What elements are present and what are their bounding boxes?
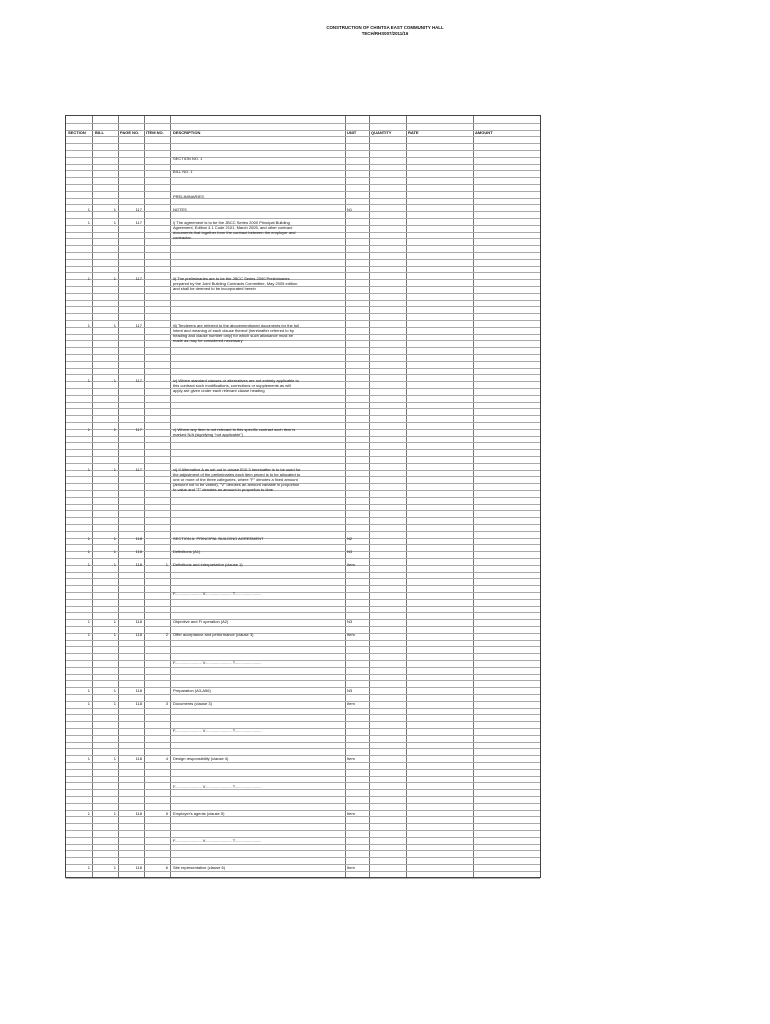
row-divider (66, 130, 540, 131)
project-title: CONSTRUCTION OF CHINTSA EAST COMMUNITY HALL (326, 25, 444, 30)
row-divider (66, 191, 540, 192)
section-cell: 1 (87, 220, 90, 225)
unit-cell: N1 (347, 207, 353, 212)
section-cell: 1 (87, 323, 90, 328)
row-divider (66, 442, 540, 443)
bill-cell: 1 (113, 549, 116, 554)
description-cell: Documents (clause 3) (173, 701, 212, 706)
bill-cell: 1 (113, 865, 116, 870)
row-divider (66, 238, 540, 239)
item-no-cell: 6 (165, 865, 168, 870)
row-divider (66, 266, 540, 267)
column-header-quantity: QUANTITY (371, 130, 392, 135)
section-cell: 1 (87, 688, 90, 693)
row-divider (66, 204, 540, 205)
row-divider (66, 123, 540, 124)
bill-cell: 1 (113, 220, 116, 225)
description-cell: Preparation (A3-A56) (173, 688, 211, 693)
bill-cell: 1 (113, 378, 116, 383)
fvt-allocation-line: F........................ V........................ T........................ (173, 784, 262, 789)
description-cell: PRELIMINARIES (173, 194, 204, 199)
row-divider (66, 252, 540, 253)
row-divider (66, 769, 540, 770)
row-divider (66, 803, 540, 804)
bill-cell: 1 (113, 619, 116, 624)
page-no-cell: 117 (135, 467, 142, 472)
page-no-cell: 117 (135, 378, 142, 383)
row-divider (66, 653, 540, 654)
column-header-amount: AMOUNT (475, 130, 493, 135)
row-divider (66, 463, 540, 464)
row-divider (66, 640, 540, 641)
fvt-allocation-line: F........................ V........................ T........................ (173, 591, 262, 596)
section-cell: 1 (87, 701, 90, 706)
description-cell: iv) Where standard clauses or alternatives are not entirely applicable to this contract such modifications, corrections or supplements as will apply are given under each relevant clause heading (173, 378, 299, 393)
unit-cell: Item (347, 756, 355, 761)
row-divider (66, 218, 540, 219)
section-cell: 1 (87, 562, 90, 567)
row-divider (66, 721, 540, 722)
row-divider (66, 476, 540, 477)
description-cell: i) The agreement is to be the JBCC Series 2000 Principal Building Agreement, Edition 4.1 Code 2101, March 2005, and other contract documents that together form the contract between the employer and contractor. (173, 220, 296, 240)
column-header-section: SECTION (68, 130, 86, 135)
column-header-description: DESCRIPTION (173, 130, 201, 135)
section-cell: 1 (87, 378, 90, 383)
bill-cell: 1 (113, 811, 116, 816)
row-divider (66, 456, 540, 457)
fvt-allocation-line: F........................ V........................ T........................ (173, 838, 262, 843)
row-divider (66, 850, 540, 851)
unit-cell: Item (347, 811, 355, 816)
row-divider (66, 306, 540, 307)
unit-cell: N3 (347, 549, 353, 554)
document-title (0, 25, 770, 37)
row-divider (66, 585, 540, 586)
row-divider (66, 708, 540, 709)
row-divider (66, 286, 540, 287)
row-divider (66, 674, 540, 675)
item-no-cell: 2 (165, 632, 168, 637)
item-no-cell: 5 (165, 811, 168, 816)
row-divider (66, 136, 540, 137)
row-divider (66, 334, 540, 335)
page-no-cell: 118 (135, 688, 142, 693)
description-cell: v) Where any item is not relevant to this specific contract such item is marked N/A (signifying "not applicable") (173, 427, 296, 437)
page-no-cell: 118 (135, 811, 142, 816)
page-no-cell: 118 (135, 756, 142, 761)
row-divider (66, 646, 540, 647)
row-divider (66, 347, 540, 348)
row-divider (66, 198, 540, 199)
row-divider (66, 606, 540, 607)
row-divider (66, 878, 540, 879)
description-cell: Employer's agents (clause 5) (173, 811, 225, 816)
row-divider (66, 544, 540, 545)
row-divider (66, 558, 540, 559)
page-no-cell: 118 (135, 562, 142, 567)
row-divider (66, 483, 540, 484)
page-no-cell: 118 (135, 549, 142, 554)
row-divider (66, 143, 540, 144)
row-divider (66, 626, 540, 627)
unit-cell: Item (347, 562, 355, 567)
section-cell: 1 (87, 467, 90, 472)
row-divider (66, 748, 540, 749)
row-divider (66, 714, 540, 715)
fvt-allocation-line: F........................ V........................ T........................ (173, 728, 262, 733)
row-divider (66, 578, 540, 579)
row-divider (66, 531, 540, 532)
item-no-cell: 3 (165, 701, 168, 706)
row-divider (66, 313, 540, 314)
row-divider (66, 245, 540, 246)
column-header-bill: BILL (95, 130, 104, 135)
item-no-cell: 1 (165, 562, 168, 567)
bill-cell: 1 (113, 207, 116, 212)
row-divider (66, 402, 540, 403)
section-cell: 1 (87, 865, 90, 870)
section-cell: 1 (87, 619, 90, 624)
row-divider (66, 293, 540, 294)
section-cell: 1 (87, 756, 90, 761)
bill-cell: 1 (113, 688, 116, 693)
bill-cell: 1 (113, 701, 116, 706)
description-cell: SECTION NO. 1 (173, 156, 203, 161)
row-divider (66, 572, 540, 573)
section-cell: 1 (87, 549, 90, 554)
row-divider (66, 844, 540, 845)
bill-cell: 1 (113, 536, 116, 541)
section-cell: 1 (87, 536, 90, 541)
page-no-cell: 117 (135, 323, 142, 328)
row-divider (66, 776, 540, 777)
unit-cell: N2 (347, 536, 353, 541)
row-divider (66, 789, 540, 790)
page-no-cell: 117 (135, 276, 142, 281)
row-divider (66, 259, 540, 260)
row-divider (66, 816, 540, 817)
section-cell: 1 (87, 427, 90, 432)
page-no-cell: 117 (135, 220, 142, 225)
page-no-cell: 118 (135, 536, 142, 541)
row-divider (66, 612, 540, 613)
bill-cell: 1 (113, 276, 116, 281)
column-header-rate: RATE (408, 130, 419, 135)
row-divider (66, 300, 540, 301)
section-cell: 1 (87, 632, 90, 637)
page-no-cell: 117 (135, 427, 142, 432)
bill-cell: 1 (113, 562, 116, 567)
row-divider (66, 680, 540, 681)
row-divider (66, 510, 540, 511)
section-cell: 1 (87, 276, 90, 281)
unit-cell: N3 (347, 688, 353, 693)
section-cell: 1 (87, 207, 90, 212)
row-divider (66, 830, 540, 831)
description-cell: Definitions and interpretation (clause 1) (173, 562, 243, 567)
row-divider (66, 742, 540, 743)
row-divider (66, 517, 540, 518)
bill-cell: 1 (113, 427, 116, 432)
bill-of-quantities-table (65, 115, 541, 878)
column-header-unit: UNIT (347, 130, 357, 135)
row-divider (66, 524, 540, 525)
page-no-cell: 118 (135, 632, 142, 637)
row-divider (66, 667, 540, 668)
row-divider (66, 436, 540, 437)
row-divider (66, 354, 540, 355)
row-divider (66, 422, 540, 423)
row-divider (66, 871, 540, 872)
page-no-cell: 118 (135, 619, 142, 624)
page-no-cell: 117 (135, 207, 142, 212)
row-divider (66, 497, 540, 498)
description-cell: Objective and Fi operation (A2) (173, 619, 229, 624)
unit-cell: Item (347, 701, 355, 706)
description-cell: Offer acceptance and performance (clause 3) (173, 632, 254, 637)
row-divider (66, 361, 540, 362)
description-cell: Site representative (clause 6) (173, 865, 226, 870)
tender-reference: TECH/RHS007/2011/16 (361, 31, 409, 36)
row-divider (66, 823, 540, 824)
row-divider (66, 232, 540, 233)
description-cell: Definitions (A1) (173, 549, 201, 554)
row-divider (66, 504, 540, 505)
column-header-page-no: PAGE NO. (120, 130, 140, 135)
item-no-cell: 4 (165, 756, 168, 761)
row-divider (66, 368, 540, 369)
row-divider (66, 599, 540, 600)
row-divider (66, 157, 540, 158)
row-divider (66, 415, 540, 416)
row-divider (66, 490, 540, 491)
bill-cell: 1 (113, 632, 116, 637)
unit-cell: Item (347, 632, 355, 637)
bill-cell: 1 (113, 467, 116, 472)
row-divider (66, 449, 540, 450)
row-divider (66, 184, 540, 185)
column-header-item-no: ITEM NO. (146, 130, 164, 135)
description-cell: BILL NO. 1 (173, 169, 193, 174)
row-divider (66, 164, 540, 165)
description-cell: iii) Tenderers are referred to the abovementioned documents for the full intent and meaning of each clause thereof (hereinafter referred to by heading and clause number only) for which such allowance must be made as may be considered necessary (173, 323, 299, 343)
row-divider (66, 395, 540, 396)
description-cell: Design responsibility (clause 4) (173, 756, 229, 761)
fvt-allocation-line: F........................ V........................ T........................ (173, 660, 262, 665)
row-divider (66, 340, 540, 341)
row-divider (66, 272, 540, 273)
description-cell: ii) The preliminaries are to be the JBCC Series 2000 Preliminaries prepared by the Joint Building Contracts Committee, May 2005 edition and shall be deemed to be incorporated herein (173, 276, 298, 291)
unit-cell: N3 (347, 619, 353, 624)
description-cell: NOTES (173, 207, 187, 212)
row-divider (66, 320, 540, 321)
page-no-cell: 118 (135, 865, 142, 870)
description-cell: vi) If Alternative A as set out in clause B10.3 hereinafter is to be used for the adjustment of the preliminaries each item priced is to be allocated to one or more of the three categories, where "F" denotes a fixed amount (amount not to be varied), "V" denotes an amount variable in proportion to value and "T" denotes an amount in proportion to time (173, 467, 301, 492)
row-divider (66, 857, 540, 858)
row-divider (66, 374, 540, 375)
row-divider (66, 762, 540, 763)
description-cell: SECTION A: PRINCIPAL BUILDING AGREEMENT (173, 536, 264, 541)
unit-cell: Item (347, 865, 355, 870)
row-divider (66, 388, 540, 389)
bill-cell: 1 (113, 756, 116, 761)
section-cell: 1 (87, 811, 90, 816)
row-divider (66, 150, 540, 151)
row-divider (66, 408, 540, 409)
row-divider (66, 170, 540, 171)
row-divider (66, 694, 540, 695)
page-no-cell: 118 (135, 701, 142, 706)
bill-cell: 1 (113, 323, 116, 328)
row-divider (66, 735, 540, 736)
row-divider (66, 796, 540, 797)
row-divider (66, 177, 540, 178)
